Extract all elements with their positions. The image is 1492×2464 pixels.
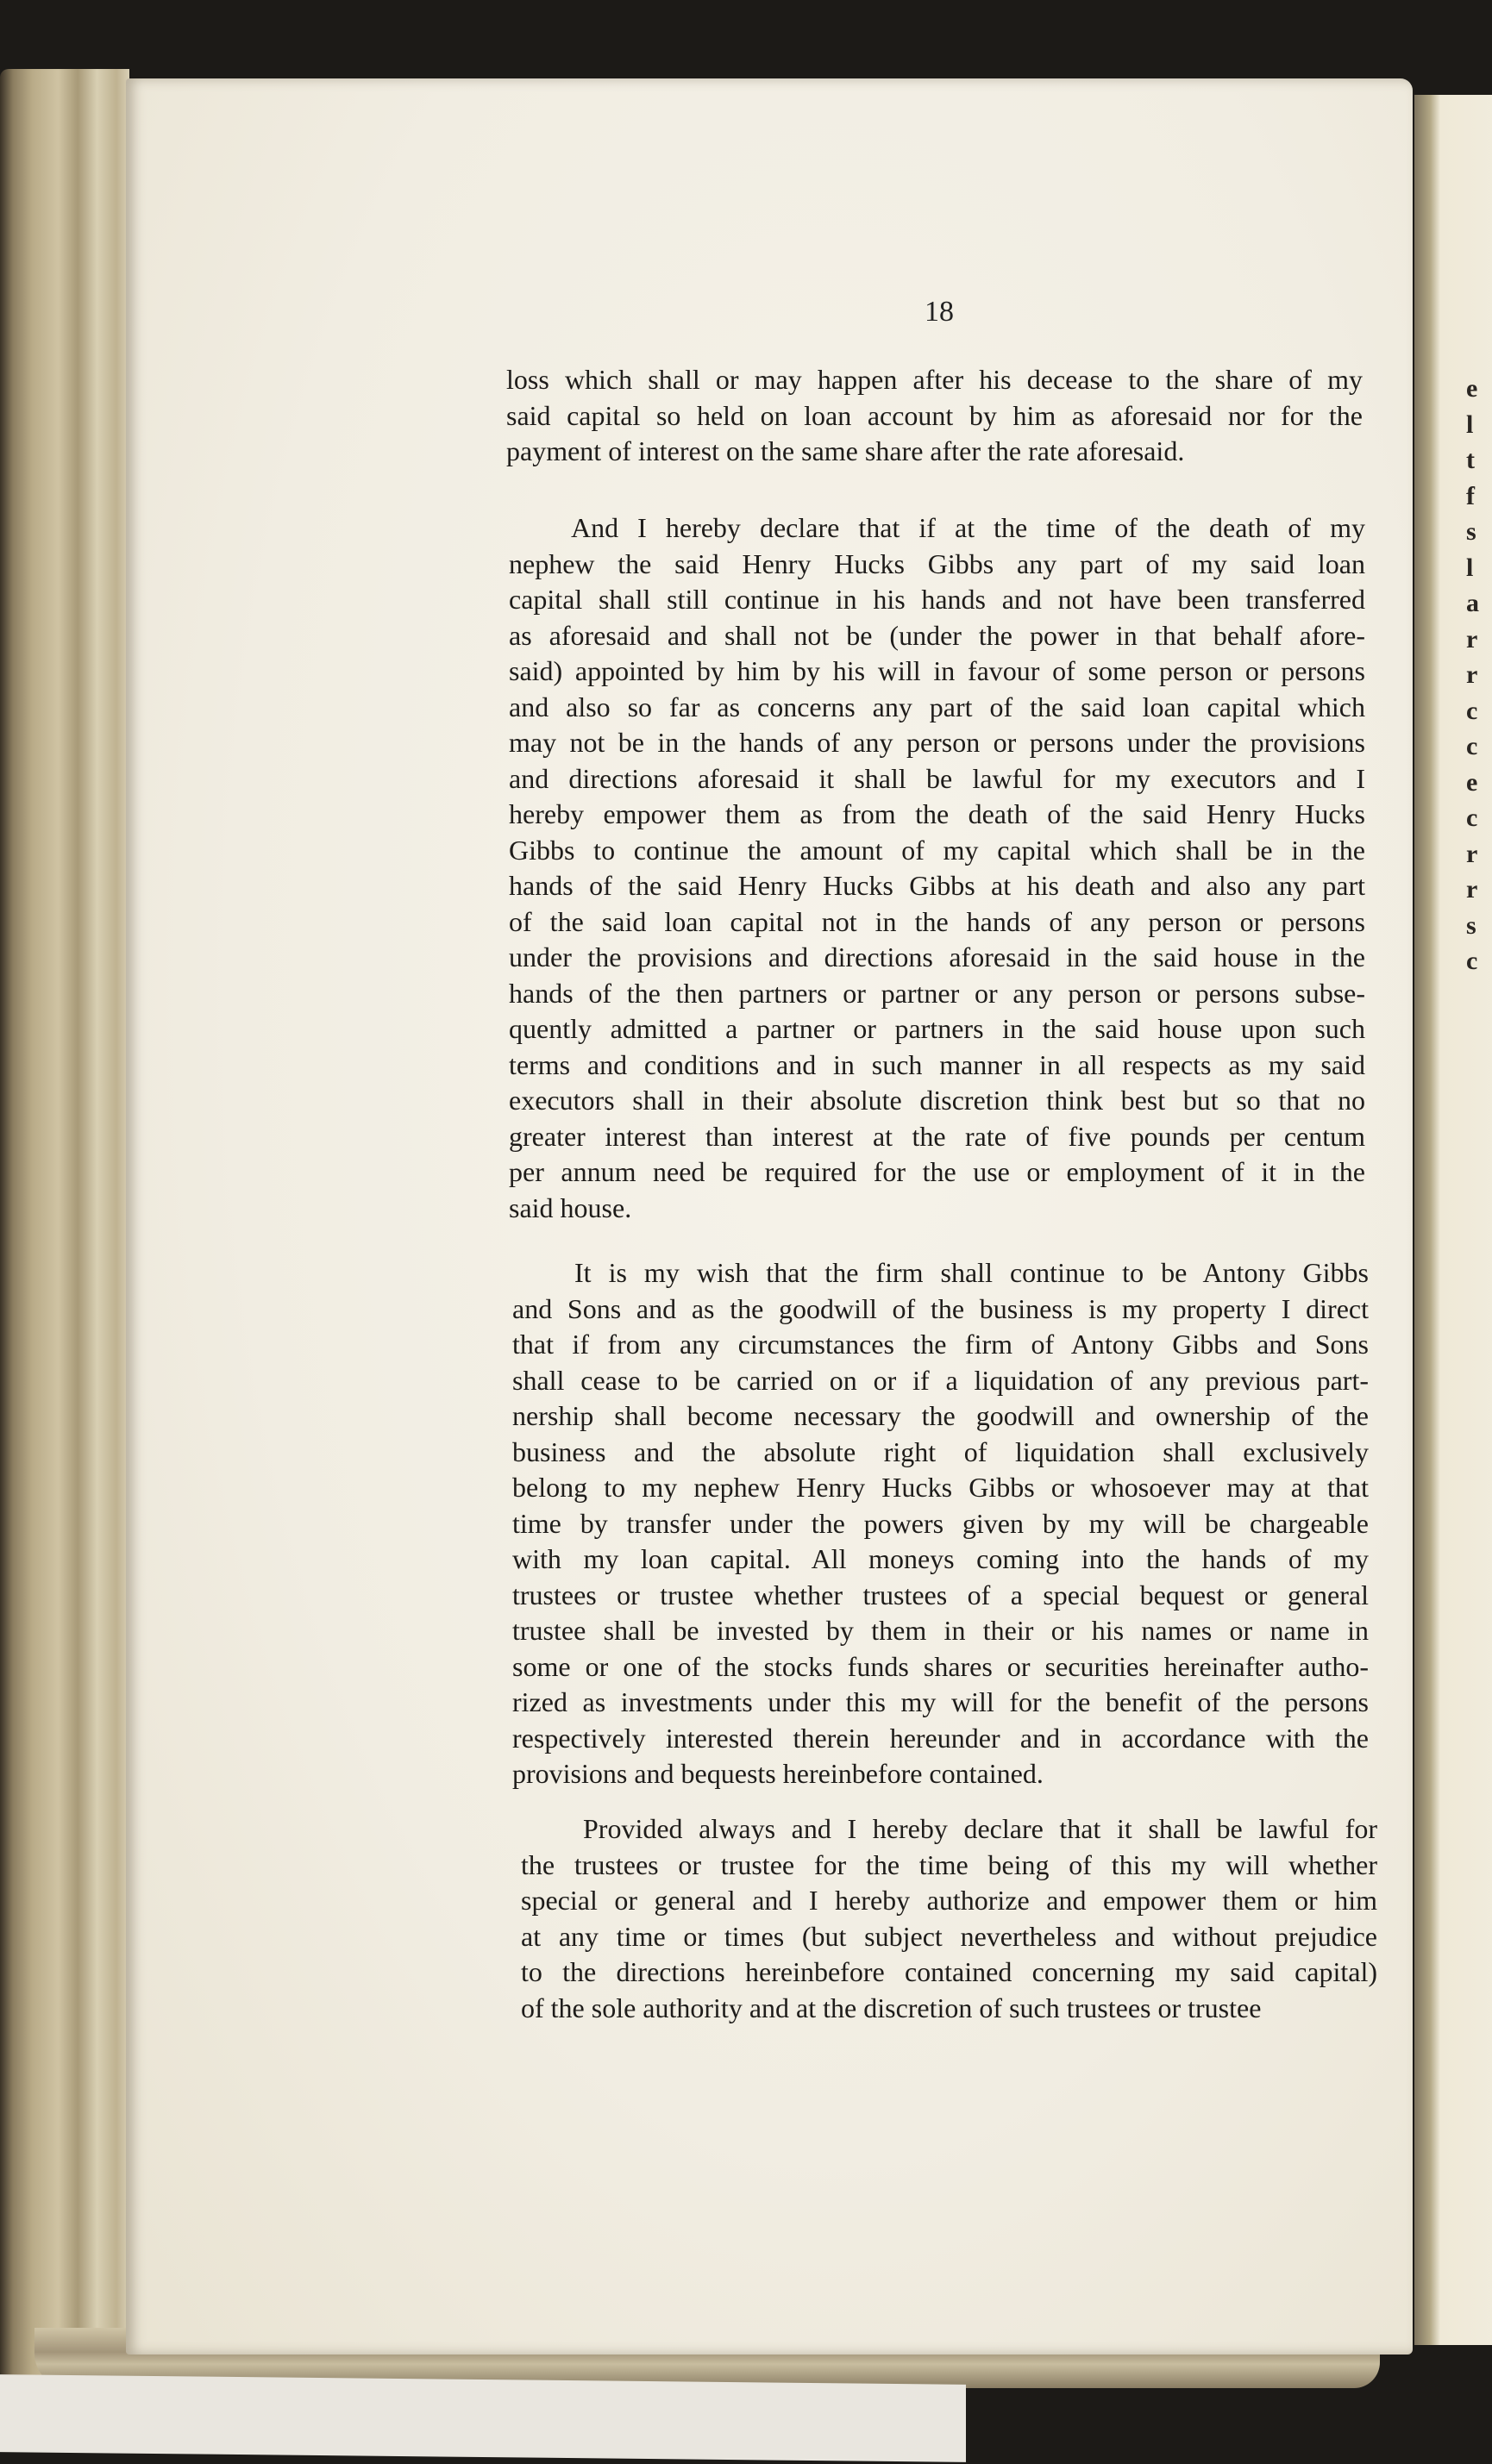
fragment-letter: t: [1466, 446, 1475, 474]
fragment-letter: c: [1466, 732, 1478, 760]
fragment-letter: e: [1466, 767, 1478, 797]
fragment-letter: r: [1466, 660, 1478, 689]
page-number: 18: [925, 296, 954, 328]
text-line: shall cease to be carried on or if a liquidation of any previous part-: [512, 1364, 1369, 1396]
text-line: as aforesaid and shall not be (under the power in that behalf afore-: [509, 619, 1365, 651]
text-line: rized as investments under this my will for the benefit of the persons: [512, 1686, 1369, 1717]
text-line: and also so far as concerns any part of the said loan capital which: [509, 691, 1365, 722]
text-line: may not be in the hands of any person or persons under the provisions: [509, 727, 1365, 758]
facing-page-text-fragments: [1466, 371, 1479, 979]
text-line: and Sons and as the goodwill of the business is my property I direct: [512, 1292, 1369, 1324]
text-line: provisions and bequests hereinbefore contained.: [512, 1758, 1044, 1789]
fragment-letter: s: [1466, 517, 1476, 546]
text-line: It is my wish that the firm shall continue to be Antony Gibbs: [574, 1257, 1369, 1288]
text-line: of the sole authority and at the discretion of such trustees or trustee: [521, 1992, 1262, 2023]
text-line: special or general and I hereby authorize and empower them or him: [521, 1885, 1377, 1916]
text-line: nephew the said Henry Hucks Gibbs any part of my said loan: [509, 547, 1365, 579]
text-line: loss which shall or may happen after his decease to the share of my: [506, 364, 1363, 395]
fragment-letter: c: [1466, 696, 1478, 725]
text-line: to the directions hereinbefore contained concerning my said capital): [521, 1956, 1377, 1987]
fragment-letter: e: [1466, 374, 1478, 403]
fragment-letter: c: [1466, 947, 1478, 975]
text-line: belong to my nephew Henry Hucks Gibbs or whosoever may at that: [512, 1472, 1369, 1503]
fragment-letter: r: [1466, 839, 1478, 868]
text-line: per annum need be required for the use or employment of it in the: [509, 1156, 1365, 1187]
text-line: capital shall still continue in his hands and not have been transferred: [509, 584, 1365, 615]
text-line: hands of the then partners or partner or any person or persons subse-: [509, 977, 1365, 1009]
fragment-letter: f: [1466, 481, 1475, 510]
book-page-edges-left: [0, 69, 129, 2397]
text-line: said capital so held on loan account by him as aforesaid nor for the: [506, 399, 1363, 431]
facing-page: [1414, 95, 1492, 2345]
paragraph: [506, 362, 1363, 470]
fragment-letter: a: [1466, 589, 1479, 617]
text-line: And I hereby declare that if at the time of the death of my: [571, 512, 1365, 543]
text-line: trustee shall be invested by them in their or his names or name in: [512, 1615, 1369, 1646]
text-line: executors shall in their absolute discretion think best but so that no: [509, 1085, 1365, 1116]
text-line: Provided always and I hereby declare that it shall be lawful for: [583, 1813, 1377, 1844]
text-line: at any time or times (but subject nevertheless and without prejudice: [521, 1920, 1377, 1952]
text-line: time by transfer under the powers given by my will be chargeable: [512, 1507, 1369, 1539]
fragment-letter: r: [1466, 875, 1478, 904]
text-line: nership shall become necessary the goodwill and ownership of the: [512, 1400, 1369, 1431]
text-line: and directions aforesaid it shall be lawful for my executors and I: [509, 762, 1365, 794]
text-line: with my loan capital. All moneys coming into the hands of my: [512, 1543, 1369, 1574]
text-line: under the provisions and directions aforesaid in the said house in the: [509, 941, 1365, 972]
paper-slip: [0, 2374, 966, 2462]
text-line: hands of the said Henry Hucks Gibbs at his death and also any part: [509, 870, 1365, 901]
text-line: some or one of the stocks funds shares or securities hereinafter autho-: [512, 1650, 1369, 1682]
text-line: hereby empower them as from the death of the said Henry Hucks: [509, 798, 1365, 829]
fragment-letter: l: [1466, 553, 1474, 582]
text-line: terms and conditions and in such manner in all respects as my said: [509, 1048, 1365, 1080]
paragraph: [512, 1255, 1369, 1792]
text-line: greater interest than interest at the rate of five pounds per centum: [509, 1120, 1365, 1152]
fragment-letter: s: [1466, 910, 1476, 940]
fragment-letter: r: [1466, 624, 1478, 654]
fragment-letter: c: [1466, 804, 1478, 832]
text-line: of the said loan capital not in the hands of any person or persons: [509, 905, 1365, 937]
text-line: Gibbs to continue the amount of my capital which shall be in the: [509, 834, 1365, 866]
text-line: quently admitted a partner or partners in the said house upon such: [509, 1013, 1365, 1044]
text-line: said house.: [509, 1191, 632, 1223]
paragraph: [509, 510, 1365, 1226]
fragment-letter: l: [1466, 410, 1474, 439]
text-line: respectively interested therein hereunder and in accordance with the: [512, 1722, 1369, 1754]
text-line: said) appointed by him by his will in favour of some person or persons: [509, 655, 1365, 686]
text-line: the trustees or trustee for the time being of this my will whether: [521, 1848, 1377, 1880]
text-line: trustees or trustee whether trustees of a special bequest or general: [512, 1579, 1369, 1610]
text-line: payment of interest on the same share after the rate aforesaid.: [506, 435, 1185, 466]
text-line: business and the absolute right of liquidation shall exclusively: [512, 1435, 1369, 1467]
text-line: that if from any circumstances the firm of Antony Gibbs and Sons: [512, 1329, 1369, 1360]
paragraph: [521, 1811, 1377, 2026]
